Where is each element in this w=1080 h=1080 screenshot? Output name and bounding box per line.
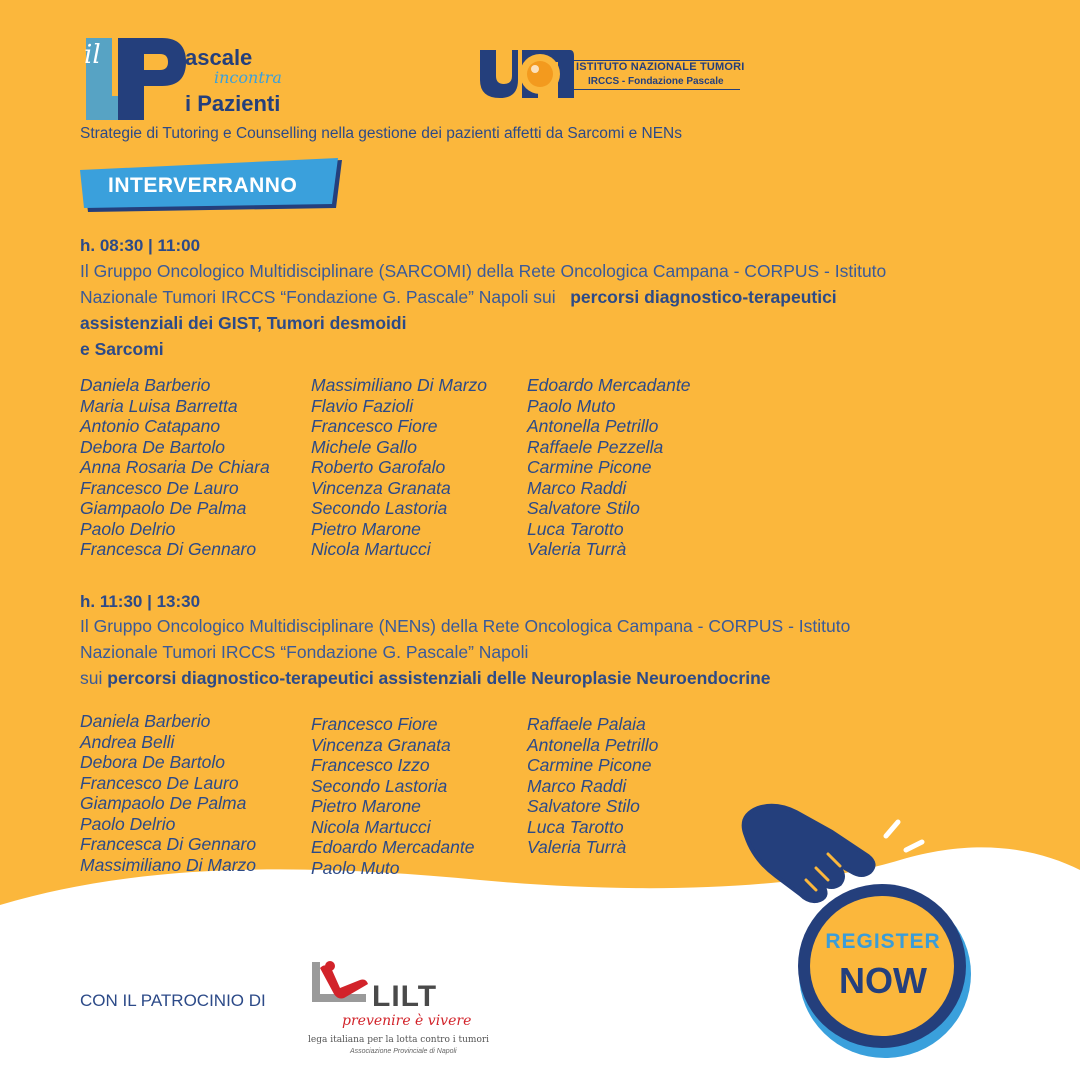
speaker-name: Antonella Petrillo [527, 416, 659, 436]
istituto-subname: IRCCS - Fondazione Pascale [588, 76, 724, 87]
speaker-name: Paolo Muto [527, 395, 616, 416]
speaker-name: Giampaolo De Palma [80, 498, 247, 518]
speaker-name: Salvatore Stilo [527, 498, 640, 518]
session2-line3-bold: percorsi diagnostico-terapeutici assistenziali delle Neuroplasie Neuroendocrine [107, 668, 771, 688]
logo-incontra-text: incontra [214, 68, 282, 87]
speaker-name: Antonella Petrillo [527, 734, 659, 755]
speaker-name: Massimiliano Di Marzo [80, 854, 257, 875]
session2-line3-plain: sui [80, 668, 103, 688]
lilt-slogan: prevenire è vivere [342, 1013, 472, 1029]
istituto-logo-line-bottom [574, 89, 740, 90]
speaker-name: Francesco De Lauro [80, 772, 239, 793]
session2-line1: Il Gruppo Oncologico Multidisciplinare (NENs) della Rete Oncologica Campana - CORPUS - Istituto [80, 616, 851, 636]
speaker-name: Marco Raddi [527, 477, 627, 498]
session1-names-col3 [527, 375, 690, 560]
speaker-name: Francesco De Lauro [80, 477, 239, 498]
speaker-name: Edoardo Mercadante [527, 375, 691, 395]
session2-description [80, 613, 1040, 691]
speaker-name: Francesco Izzo [311, 755, 430, 775]
speaker-name: Andrea Belli [80, 731, 175, 752]
session1-line1: Il Gruppo Oncologico Multidisciplinare (SARCOMI) della Rete Oncologica Campana - CORPUS - Istituto [80, 261, 887, 281]
session1-names-col1 [80, 375, 270, 560]
session1-description [80, 258, 1040, 362]
speaker-name: Giampaolo De Palma [80, 793, 247, 813]
speaker-name: Nicola Martucci [311, 816, 431, 837]
speaker-name: Paolo Delrio [80, 813, 176, 834]
speaker-name: Paolo Muto [311, 857, 400, 878]
speaker-name: Luca Tarotto [527, 518, 624, 539]
speaker-name: Francesca Di Gennaro [80, 834, 257, 854]
istituto-name: ISTITUTO NAZIONALE TUMORI [576, 61, 745, 73]
speaker-name: Secondo Lastoria [311, 775, 448, 796]
session1-line2-plain: Nazionale Tumori IRCCS “Fondazione G. Pascale” Napoli sui [80, 287, 556, 307]
speaker-name: Maria Luisa Barretta [80, 395, 238, 416]
speaker-name: Daniela Barberio [80, 711, 211, 731]
session2-line2: Nazionale Tumori IRCCS “Fondazione G. Pascale” Napoli [80, 642, 529, 662]
speaker-name: Roberto Garofalo [311, 457, 446, 477]
speaker-name: Flavio Fazioli [311, 395, 414, 416]
speaker-name: Edoardo Mercadante [311, 837, 475, 857]
session2-names-col3 [527, 714, 658, 858]
now-label: NOW [839, 960, 927, 1001]
session1-line3-bold: assistenziali dei GIST, Tumori desmoidi [80, 313, 407, 333]
register-label: REGISTER [825, 930, 941, 953]
speaker-name: Pietro Marone [311, 518, 421, 539]
speaker-name: Luca Tarotto [527, 816, 624, 837]
lilt-lega: lega italiana per la lotta contro i tumori [308, 1035, 490, 1045]
speaker-name: Paolo Delrio [80, 518, 176, 539]
session1-names-col2 [311, 375, 487, 560]
speaker-name: Francesca Di Gennaro [80, 539, 257, 559]
logo-pazienti-text: i Pazienti [185, 91, 281, 116]
session1-line2-bold: percorsi diagnostico-terapeutici [570, 287, 837, 307]
logo-pascale-text: ascale [185, 45, 253, 70]
session1-line2 [80, 284, 1040, 310]
speaker-name: Debora De Bartolo [80, 752, 225, 772]
session2-names-col2 [311, 714, 474, 878]
session2-names-col1 [80, 711, 256, 875]
speaker-name: Nicola Martucci [311, 539, 431, 559]
patrocinio-label: CON IL PATROCINIO DI [80, 991, 266, 1010]
speaker-name: Carmine Picone [527, 457, 652, 477]
logo-il-text: il [84, 40, 101, 70]
speaker-name: Francesco Fiore [311, 416, 438, 436]
speaker-name: Marco Raddi [527, 775, 627, 796]
istituto-logo-icon [478, 46, 576, 100]
speaker-name: Michele Gallo [311, 436, 418, 457]
event-subtitle: Strategie di Tutoring e Counselling nella gestione dei pazienti affetti da Sarcomi e NENs [80, 125, 682, 142]
speaker-name: Valeria Turrà [527, 539, 627, 559]
speaker-name: Raffaele Palaia [527, 714, 646, 734]
session2-line3 [80, 665, 1040, 691]
lilt-association: Associazione Provinciale di Napoli [350, 1048, 457, 1055]
speaker-name: Valeria Turrà [527, 837, 627, 857]
speaker-name: Secondo Lastoria [311, 498, 448, 518]
speaker-name: Antonio Catapano [80, 416, 221, 436]
speaker-name: Massimiliano Di Marzo [311, 375, 488, 395]
speaker-name: Anna Rosaria De Chiara [80, 457, 270, 477]
speaker-name: Carmine Picone [527, 755, 652, 775]
speaker-name: Debora De Bartolo [80, 436, 225, 457]
lilt-logo-icon [306, 958, 372, 1008]
speaker-name: Vincenza Granata [311, 734, 451, 755]
speaker-name: Daniela Barberio [80, 375, 211, 395]
session1-time: h. 08:30 | 11:00 [80, 236, 201, 255]
speaker-name: Vincenza Granata [311, 477, 451, 498]
lilt-name: LILT [372, 980, 438, 1013]
pointing-hand-icon [736, 796, 956, 916]
session2-time: h. 11:30 | 13:30 [80, 592, 201, 611]
speaker-name: Pietro Marone [311, 796, 421, 816]
speaker-name: Salvatore Stilo [527, 796, 640, 816]
banner-label: INTERVERRANNO [108, 174, 298, 197]
speaker-name: Raffaele Pezzella [527, 436, 664, 457]
session1-line4-bold: e Sarcomi [80, 339, 164, 359]
speaker-name: Francesco Fiore [311, 714, 438, 734]
